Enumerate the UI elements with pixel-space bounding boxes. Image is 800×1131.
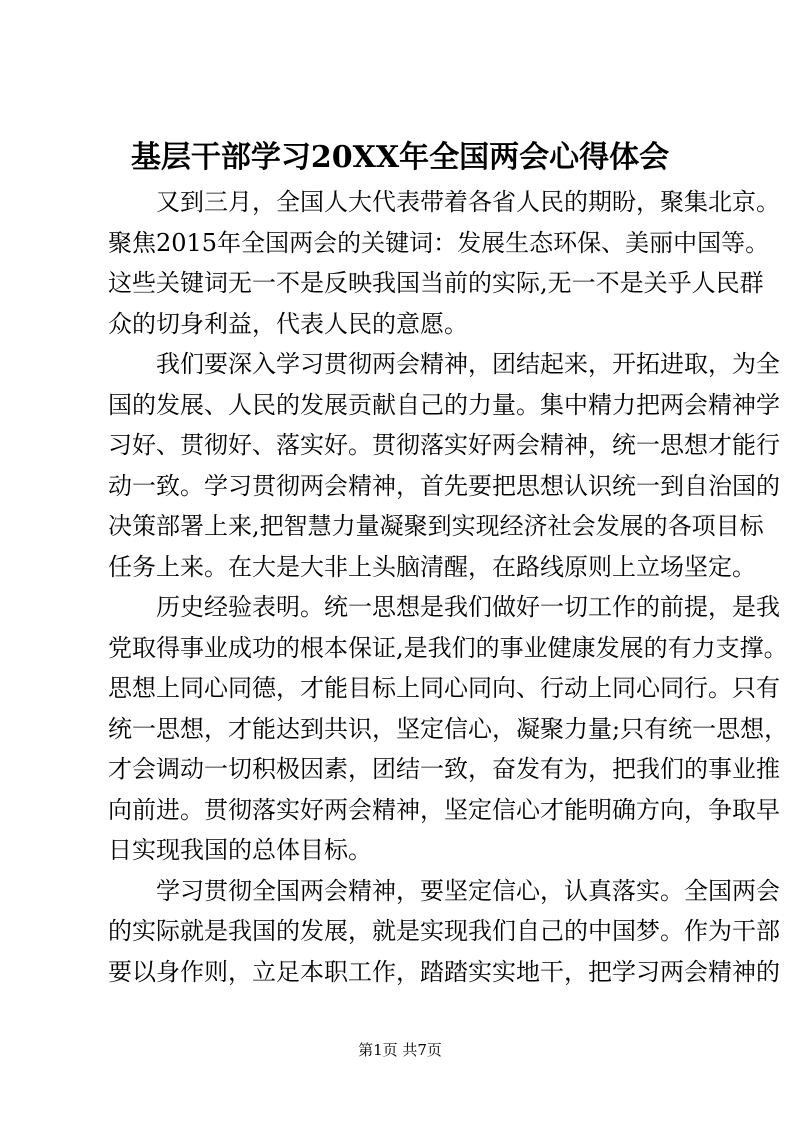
text-line: 众的切身利益，代表人民的意愿。 xyxy=(108,309,468,338)
text-line: 习好、贯彻好、落实好。贯彻落实好两会精神，统一思想才能行 xyxy=(108,431,780,459)
text-line: 历史经验表明。统一思想是我们做好一切工作的前提，是我 xyxy=(156,593,780,621)
text-line: 的实际就是我国的发展，就是实现我们自己的中国梦。作为干部 xyxy=(108,917,780,945)
text-line: 任务上来。在大是大非上头脑清醒，在路线原则上立场坚定。 xyxy=(108,552,756,581)
text-line: 这些关键词无一不是反映我国当前的实际,无一不是关乎人民群 xyxy=(108,269,764,297)
text-line: 聚焦2015年全国两会的关键词：发展生态环保、美丽中国等。 xyxy=(108,228,770,257)
page-number-footer: 第1页 共7页 xyxy=(358,1041,442,1059)
text-line: 要以身作则，立足本职工作，踏踏实实地干，把学习两会精神的 xyxy=(108,957,780,986)
text-line: 统一思想，才能达到共识，坚定信心，凝聚力量;只有统一思想， xyxy=(108,714,789,743)
text-line: 日实现我国的总体目标。 xyxy=(108,836,372,864)
text-line: 学习贯彻全国两会精神，要坚定信心，认真落实。全国两会 xyxy=(156,876,780,905)
text-line: 决策部署上来,把智慧力量凝聚到实现经济社会发展的各项目标 xyxy=(108,512,764,540)
text-line: 向前进。贯彻落实好两会精神，坚定信心才能明确方向，争取早 xyxy=(108,795,780,824)
text-line: 又到三月，全国人大代表带着各省人民的期盼，聚集北京。 xyxy=(156,188,780,216)
paragraph-4 xyxy=(108,871,780,993)
paragraph-1 xyxy=(108,182,780,344)
text-line: 才会调动一切积极因素，团结一致，奋发有为，把我们的事业推 xyxy=(108,755,780,783)
text-line: 国的发展、人民的发展贡献自己的力量。集中精力把两会精神学 xyxy=(108,390,780,419)
text-line: 我们要深入学习贯彻两会精神，团结起来，开拓进取，为全 xyxy=(156,350,780,378)
document-body xyxy=(108,182,789,992)
text-line: 党取得事业成功的根本保证,是我们的事业健康发展的有力支撑。 xyxy=(108,633,788,662)
text-line: 动一致。学习贯彻两会精神，首先要把思想认识统一到自治国的 xyxy=(108,471,780,500)
text-line: 思想上同心同德，才能目标上同心同向、行动上同心同行。只有 xyxy=(108,674,780,702)
paragraph-3 xyxy=(108,587,789,871)
document-title: 基层干部学习20XX年全国两会心得体会 xyxy=(130,140,670,175)
paragraph-2 xyxy=(108,344,780,587)
